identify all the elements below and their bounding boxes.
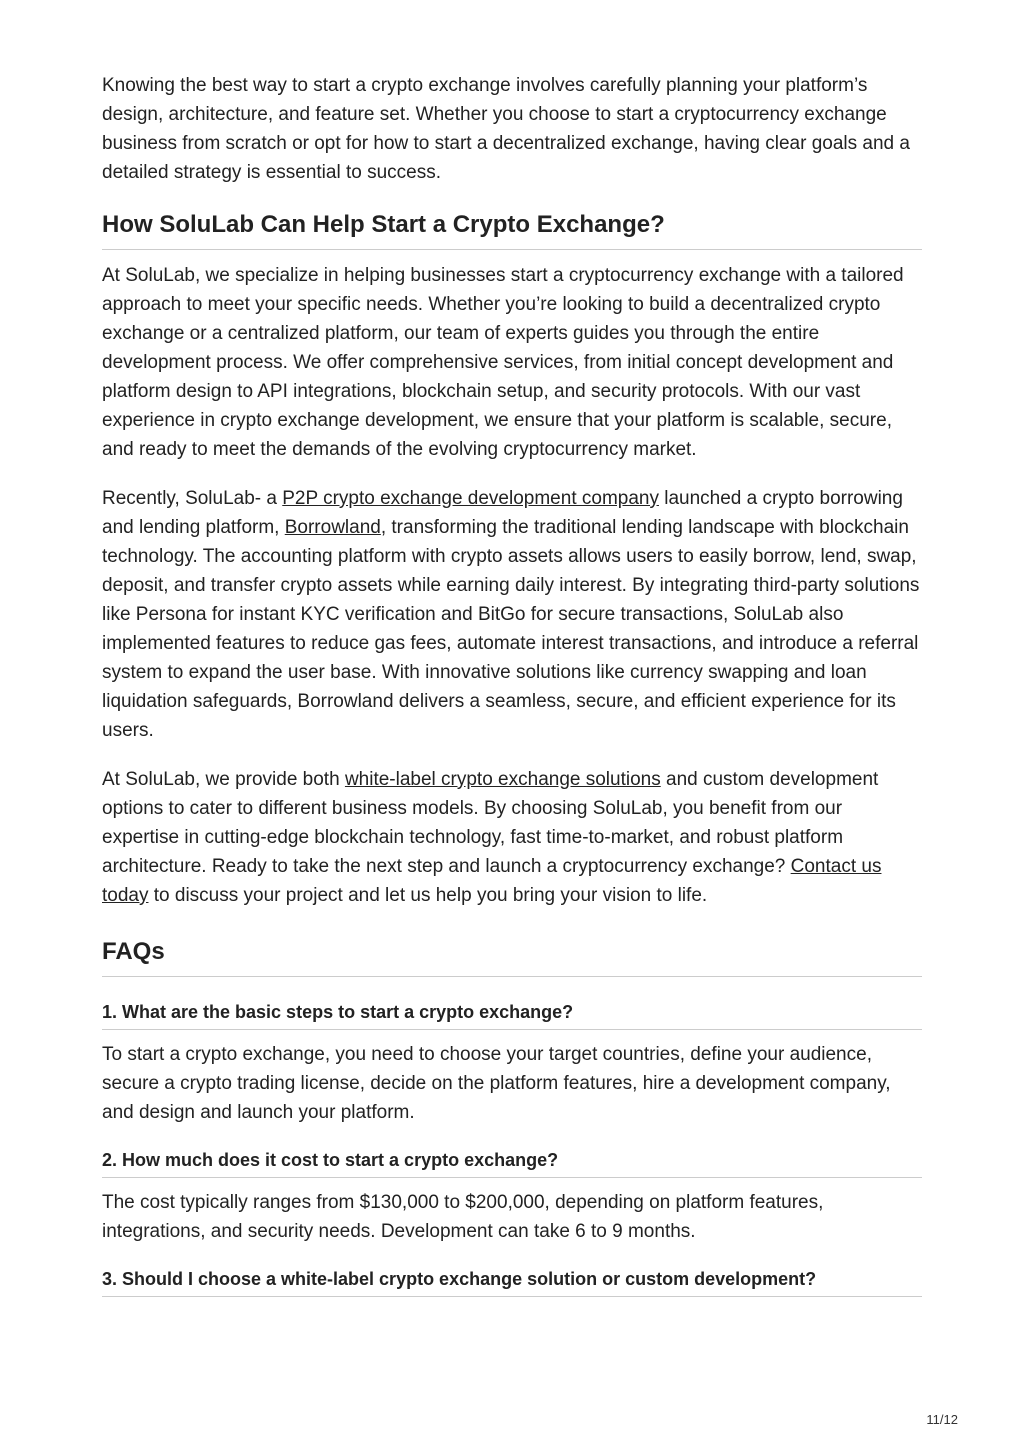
- faq-list: [102, 999, 922, 1297]
- text-segment: launched a crypto borrowing and lending platform,: [102, 488, 903, 538]
- text-segment: At SoluLab, we provide both: [102, 769, 345, 790]
- text-segment: Recently, SoluLab- a: [102, 488, 283, 509]
- faq-item: [102, 1266, 922, 1297]
- section-heading-faqs: FAQs: [102, 936, 922, 977]
- solulab-paragraph-2: [102, 484, 922, 745]
- solulab-paragraph-1: At SoluLab, we specialize in helping businesses start a cryptocurrency exchange with a tailored approach to meet your specific needs. Whether you’re looking to build a decentralized crypto exchange or a centralized platform, our team of experts guides you through the entire development process. We offer comprehensive services, from initial concept development and platform design to API integrations, blockchain setup, and security protocols. With our vast experience in crypto exchange development, we ensure that your platform is scalable, secure, and ready to meet the demands of the evolving cryptocurrency market.: [102, 265, 904, 460]
- document-page: [102, 71, 922, 1297]
- text-segment: and custom development options to cater to different business models. By choosing SoluLab, you benefit from our expertise in cutting-edge blockchain technology, fast time-to-market, and robust platform architecture. Ready to take the next step and launch a cryptocurrency exchange?: [102, 769, 879, 877]
- contact-us-link[interactable]: Contact us today: [102, 856, 882, 906]
- faq-answer: To start a crypto exchange, you need to choose your target countries, define your audience, secure a crypto trading license, decide on the platform features, hire a development company, and design and launch your platform.: [102, 1044, 891, 1123]
- faq-answer: The cost typically ranges from $130,000 to $200,000, depending on platform features, integrations, and security needs. Development can take 6 to 9 months.: [102, 1192, 824, 1242]
- faq-question: 2. How much does it cost to start a crypto exchange?: [102, 1147, 922, 1178]
- white-label-solutions-link[interactable]: white-label crypto exchange solutions: [344, 769, 661, 790]
- faq-question: 1. What are the basic steps to start a crypto exchange?: [102, 999, 922, 1030]
- faq-question: 3. Should I choose a white-label crypto exchange solution or custom development?: [102, 1266, 922, 1297]
- text-segment: to discuss your project and let us help you bring your vision to life.: [148, 885, 708, 906]
- intro-paragraph: Knowing the best way to start a crypto exchange involves carefully planning your platform’s design, architecture, and feature set. Whether you choose to start a cryptocurrency exchange business from scratch or opt for how to start a decentralized exchange, having clear goals and a detailed strategy is essential to success.: [102, 75, 910, 183]
- text-segment: , transforming the traditional lending landscape with blockchain technology. The accounting platform with crypto assets allows users to easily borrow, lend, swap, deposit, and transfer crypto assets while earning daily interest. By integrating third-party solutions like Persona for instant KYC verification and BitGo for secure transactions, SoluLab also implemented features to reduce gas fees, automate interest transactions, and introduce a referral system to expand the user base. With innovative solutions like currency swapping and loan liquidation safeguards, Borrowland delivers a seamless, secure, and efficient experience for its users.: [102, 517, 920, 741]
- solulab-paragraph-3: [102, 765, 922, 910]
- section-heading-solulab: How SoluLab Can Help Start a Crypto Exchange?: [102, 209, 922, 250]
- p2p-exchange-link[interactable]: P2P crypto exchange development company: [282, 488, 659, 509]
- borrowland-link[interactable]: Borrowland: [284, 517, 381, 538]
- faq-item: [102, 1147, 922, 1246]
- page-number: 11/12: [926, 1412, 958, 1427]
- faq-item: [102, 999, 922, 1127]
